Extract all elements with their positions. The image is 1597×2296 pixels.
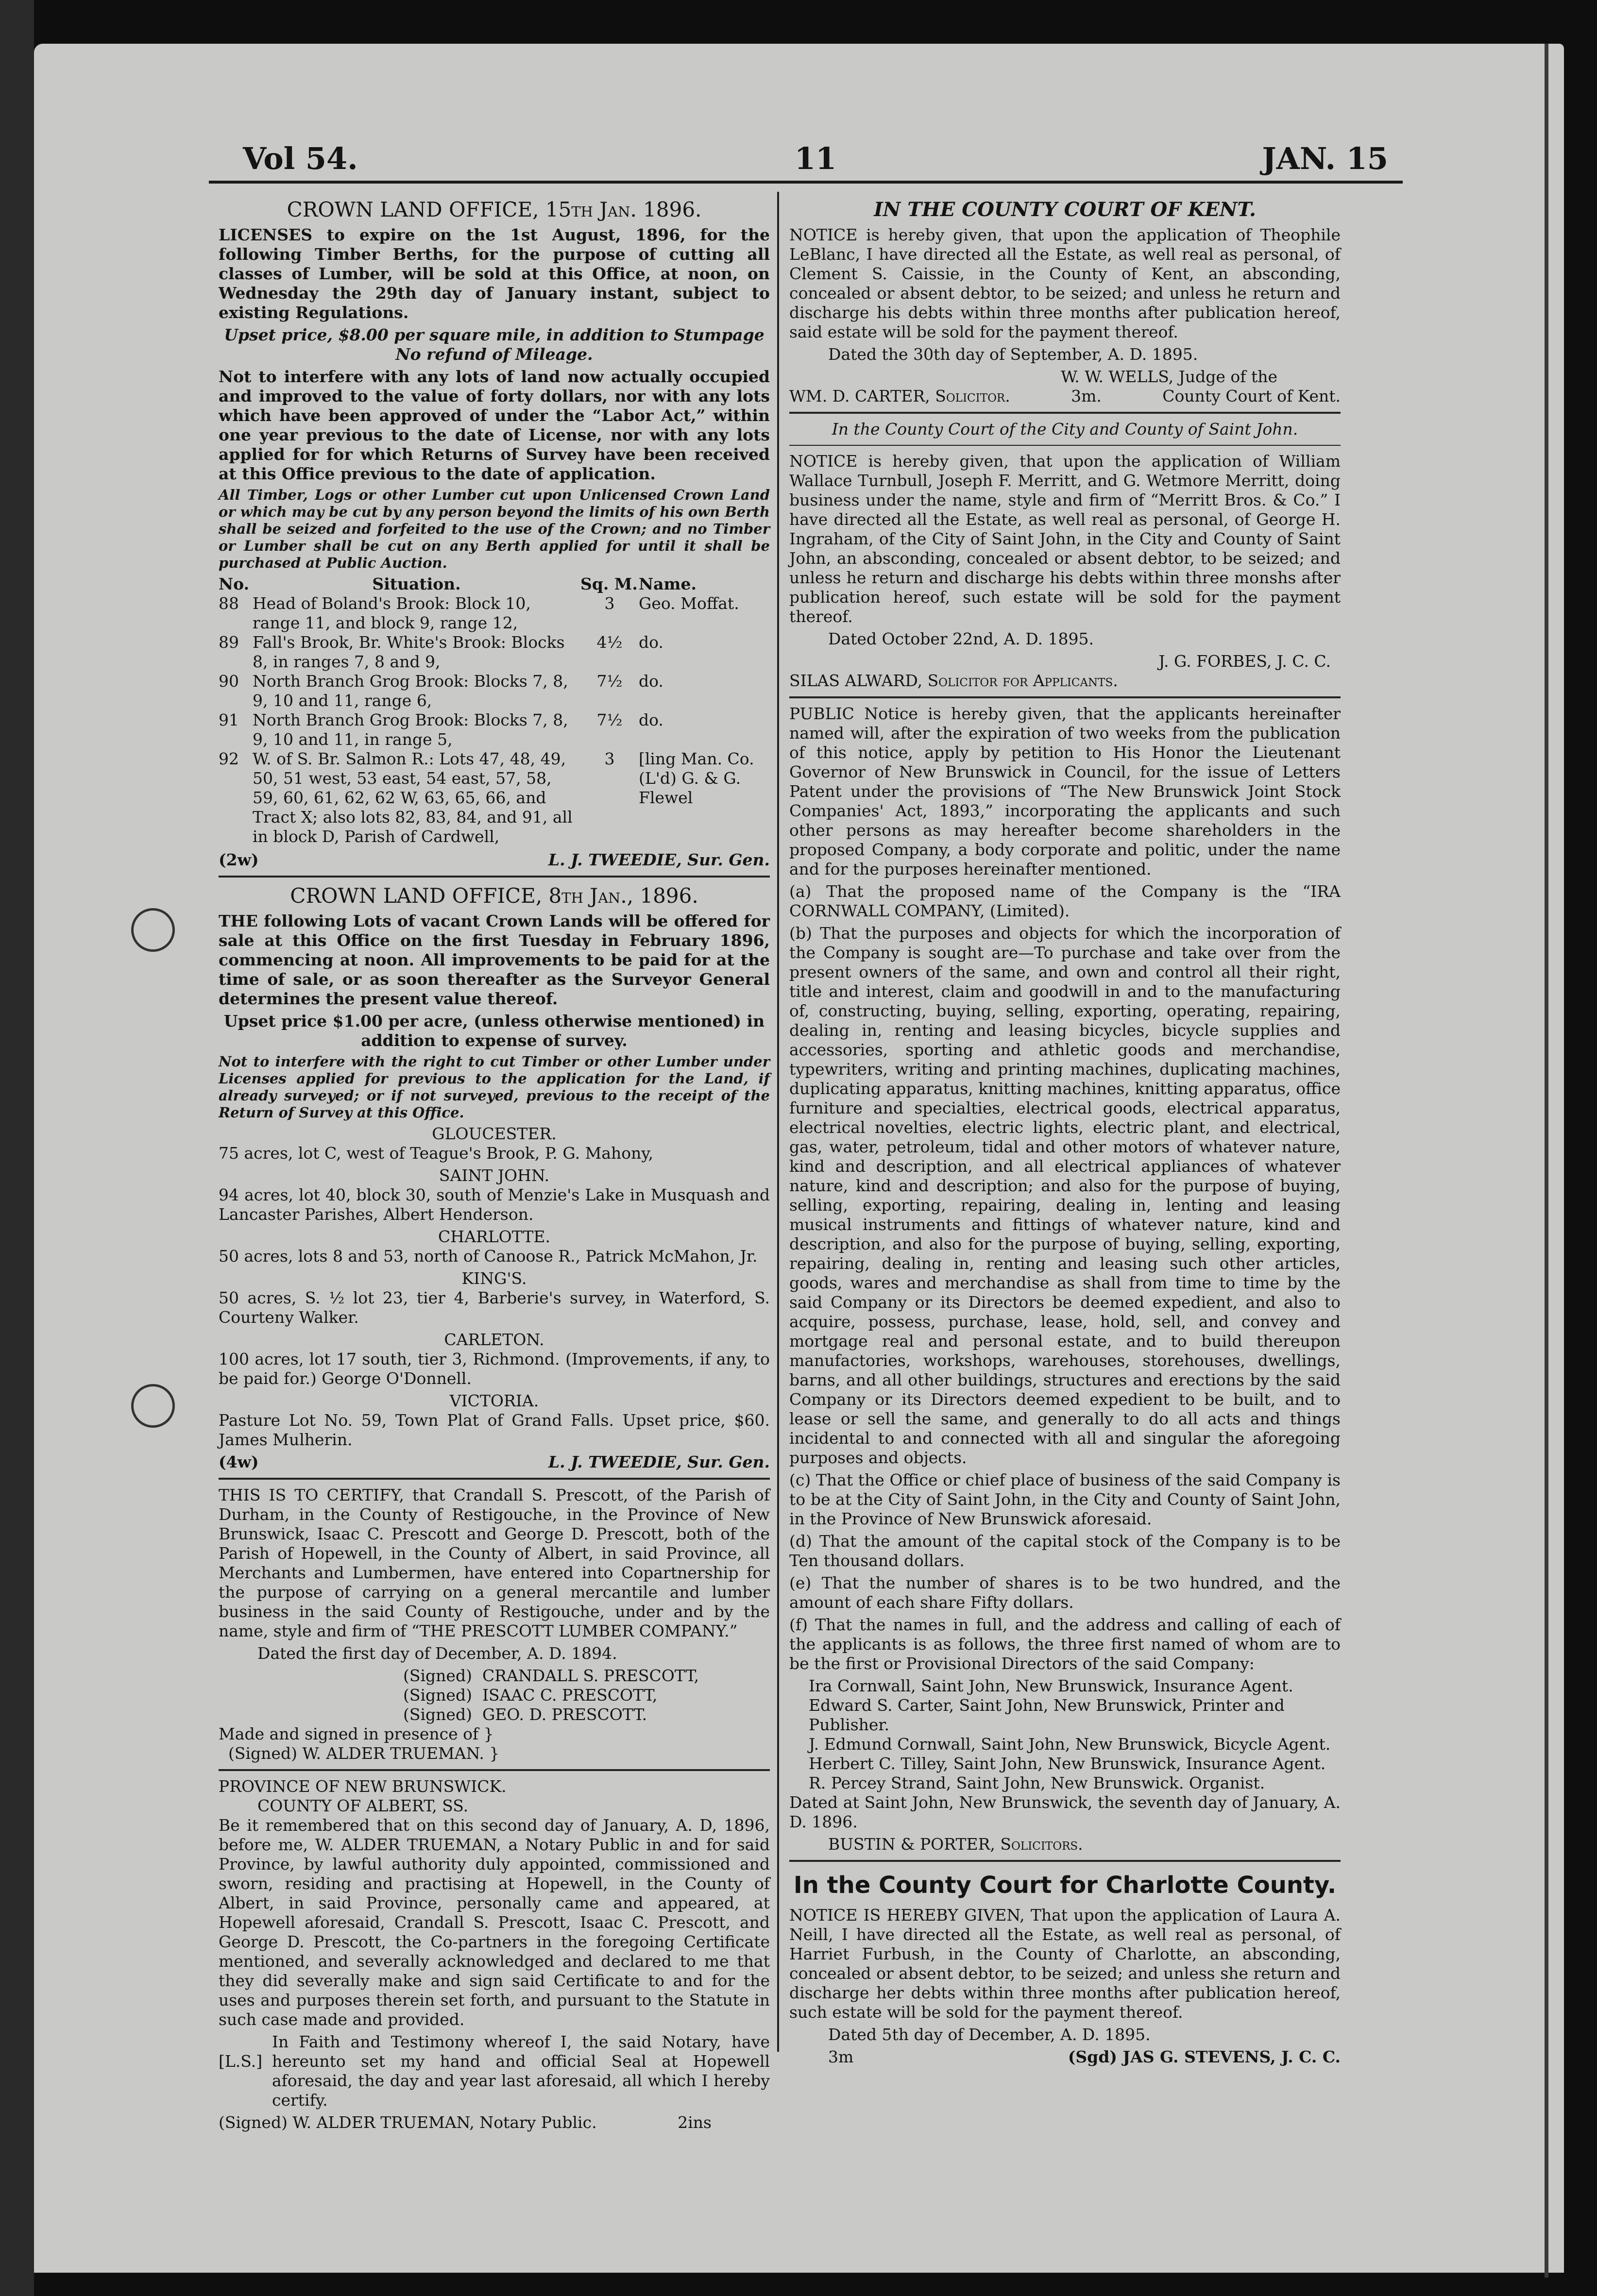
section-divider <box>219 1478 770 1480</box>
row-name: do. <box>639 672 663 691</box>
surveyor-signature: L. J. TWEEDIE, Sur. Gen. <box>548 1452 770 1471</box>
row-situation: Head of Boland's Brook: Block 10, range 11, and block 9, range 12, <box>253 594 531 632</box>
list-item: R. Percey Strand, Saint John, New Brunswick. Organist. <box>809 1773 1265 1792</box>
public-notice-intro: PUBLIC Notice is hereby given, that the applicants hereinafter named will, after the expiration of two weeks from the publication of this notice, apply by petition to His Honor the Lieutenant Governor of New Brunswick in Council, for the issue of Letters Patent under the provisions of “The New Brunswick Joint Stock Companies' Act, 1893,” incorporating the applicants and such other persons as may hereafter become shareholders in the proposed Company, a body corporate and politic, under the name and for the purposes hereinafter mentioned. <box>789 704 1341 878</box>
section-divider <box>789 696 1341 698</box>
kent-notice: NOTICE is hereby given, that upon the application of Theophile LeBlanc, I have directed all the Estate, as well real as personal, of Clement S. Caissie, in the County of Kent, an absconding, concealed or absent debtor, to be seized; and unless he return and discharge his debts within three months after publication hereof, said estate will be sold for the payment thereof. <box>789 225 1341 341</box>
signature-line <box>219 850 770 870</box>
timber-berths-table <box>219 574 770 846</box>
county-section <box>219 1124 770 1163</box>
applicants-list <box>789 1676 1341 1793</box>
signed-label: (Signed) <box>403 1705 472 1724</box>
section-divider <box>219 1769 770 1771</box>
signer-name: GEO. D. PRESCOTT. <box>482 1705 647 1724</box>
county-section <box>219 1166 770 1224</box>
row-name: Geo. Moffat. <box>639 594 739 613</box>
witness-signature: (Signed) W. ALDER TRUEMAN. } <box>228 1744 500 1763</box>
row-name: do. <box>639 710 663 729</box>
section-divider <box>789 445 1341 446</box>
row-sqm: 4½ <box>596 633 623 652</box>
crown-lands-intro: THE following Lots of vacant Crown Lands will be offered for sale at this Office on the first Tuesday in February 1896, commencing at noon. All improvements to be paid for at the time of sale, or as soon thereafter as the Surveyor General determines the present value thereof. <box>219 912 770 1008</box>
insertion-tag: (4w) <box>219 1452 259 1471</box>
county-heading: KING'S. <box>461 1269 527 1288</box>
saint-john-court-title: In the County Court of the City and County of Saint John. <box>832 420 1298 439</box>
lot-entry: 50 acres, lots 8 and 53, north of Canoose R., Patrick McMahon, Jr. <box>219 1247 758 1266</box>
signed-label: (Signed) <box>403 1686 472 1705</box>
certify-dated: Dated the first day of December, A. D. 1894. <box>257 1644 617 1663</box>
saint-john-judge: J. G. FORBES, J. C. C. <box>1158 652 1331 671</box>
public-solicitors: BUSTIN & PORTER, Solicitors. <box>828 1835 1083 1854</box>
signer-name: CRANDALL S. PRESCOTT, <box>482 1666 699 1685</box>
charlotte-notice: NOTICE IS HEREBY GIVEN, That upon the application of Laura A. Neill, I have directed all the Estate, as well real as personal, of Harriet Furbush, in the County of Charlotte, an absconding, concealed or absent debtor, to be seized; and unless she return and discharge her debts within three months after publication hereof, such estate will be sold for the payment thereof. <box>789 1906 1341 2022</box>
upset-price: Upset price, $8.00 per square mile, in addition to Stumpage No refund of Mileage. <box>224 325 765 364</box>
clause-c: (c) That the Office or chief place of business of the said Company is to be at the City of Saint John, in the City and County of Saint John, in the Province of New Brunswick aforesaid. <box>789 1470 1341 1528</box>
public-dated: Dated at Saint John, New Brunswick, the seventh day of January, A. D. 1896. <box>789 1793 1341 1831</box>
testimony-text: In Faith and Testimony whereof I, the said Notary, have hereunto set my hand and official Seal at Hopewell aforesaid, the day and year last aforesaid, all which I hereby certify. <box>272 2032 770 2110</box>
notary-signature-line <box>219 2113 770 2132</box>
table-row <box>219 672 770 710</box>
row-name: [ling Man. Co.(L'd) G. & G. Flewel <box>639 749 754 807</box>
charlotte-dated: Dated 5th day of December, A. D. 1895. <box>828 2025 1151 2044</box>
county-heading: SAINT JOHN. <box>439 1166 550 1185</box>
list-item: Herbert C. Tilley, Saint John, New Brunswick, Insurance Agent. <box>809 1754 1326 1773</box>
lot-entry: 75 acres, lot C, west of Teague's Brook, P. G. Mahony, <box>219 1144 654 1163</box>
signers-list <box>219 1666 770 1724</box>
col-name: Name. <box>639 574 697 593</box>
county-section <box>219 1227 770 1266</box>
punch-hole <box>131 908 175 952</box>
table-row <box>219 594 770 633</box>
right-column <box>789 194 1341 2067</box>
timber-warning: All Timber, Logs or other Lumber cut upon Unlicensed Crown Land or which may be cut by any person beyond the limits of his own Berth shall be seized and forfeited to the use of the Crown; and no Timber or Lumber shall be cut on any Berth applied for until it shall be purchased at Public Auction. <box>219 487 770 571</box>
kent-term: 3m. <box>1071 387 1102 405</box>
issue-date: JAN. 15 <box>1262 141 1388 176</box>
col-situation: Situation. <box>372 574 461 593</box>
charlotte-court-title: In the County Court for Charlotte County. <box>793 1872 1337 1899</box>
signer-row <box>403 1705 770 1724</box>
col-no: No. <box>219 574 250 593</box>
kent-court: County Court of Kent. <box>1162 387 1341 405</box>
table-row <box>219 633 770 672</box>
charlotte-term: 3m <box>828 2047 854 2066</box>
row-no: 88 <box>219 594 239 613</box>
row-no: 90 <box>219 672 239 691</box>
crown-office-heading: CROWN LAND OFFICE, 15th Jan. 1896. <box>287 198 702 221</box>
row-situation: North Branch Grog Brook: Blocks 7, 8, 9, 10 and 11, range 6, <box>253 672 568 710</box>
table-row <box>219 749 770 846</box>
saint-john-notice: NOTICE is hereby given, that upon the application of William Wallace Turnbull, Joseph F. Merritt, and G. Wetmore Merritt, doing business under the name, style and firm of “Merritt Bros. & Co.” I have directed all the Estate, as well real as personal, of George H. Ingraham, of the City of Saint John, in the City and County of Saint John, an absconding, concealed or absent debtor, to be seized; and unless he return and discharge his debts within three monshs after publication hereof, such estate will be sold for the payment thereof. <box>789 452 1341 626</box>
charlotte-judge: (Sgd) JAS G. STEVENS, J. C. C. <box>1068 2047 1341 2066</box>
punch-hole <box>131 1384 175 1428</box>
saint-john-solicitor: SILAS ALWARD, Solicitor for Applicants. <box>789 671 1118 690</box>
lot-entry: 100 acres, lot 17 south, tier 3, Richmond. (Improvements, if any, to be paid for.) George O'Donnell. <box>219 1350 770 1388</box>
signed-label: (Signed) <box>403 1666 472 1685</box>
column-rule <box>777 192 779 2052</box>
row-no: 92 <box>219 749 239 768</box>
county-section <box>219 1391 770 1450</box>
crown-office-heading-2: CROWN LAND OFFICE, 8th Jan., 1896. <box>290 884 698 908</box>
row-no: 89 <box>219 633 239 652</box>
kent-dated: Dated the 30th day of September, A. D. 1895. <box>828 345 1198 364</box>
lot-entry: Pasture Lot No. 59, Town Plat of Grand Falls. Upset price, $60. James Mulherin. <box>219 1411 770 1449</box>
interfere-note: Not to interfere with the right to cut Timber or other Lumber under Licenses applied for previous to the application for the Land, if already surveyed; or if not surveyed, previous to the receipt of the Return of Survey at this Office. <box>219 1053 770 1121</box>
kent-signature-line <box>789 387 1341 406</box>
province-heading: PROVINCE OF NEW BRUNSWICK. <box>219 1777 507 1796</box>
row-sqm: 7½ <box>596 672 623 691</box>
section-divider <box>789 412 1341 414</box>
list-item: Ira Cornwall, Saint John, New Brunswick, Insurance Agent. <box>809 1676 1293 1695</box>
county-heading: VICTORIA. <box>449 1391 539 1410</box>
kent-judge: W. W. WELLS, Judge of the <box>1061 367 1277 386</box>
binding-gutter <box>0 0 34 2296</box>
clause-b: (b) That the purposes and objects for which the incorporation of the Company is sought are—To purchase and take over from the present owners of the same, and own and control all their right, title and interest, claim and goodwill in and to the manufacturing of, constructing, buying, selling, exporting, operating, repairing, dealing in, renting and leasing bicycles, bicycle supplies and accessories, sporting and athletic goods and merchandise, typewriters, writing and printing machines, duplicating machines, duplicating apparatus, knitting machines, knitting apparatus, office furniture and specialties, electrical goods, electrical apparatus, electrical novelties, electric lights, electric plant, and electrical, gas, water, petroleum, tidal and other motors of whatever nature, kind and description, and all electrical appliances of whatever nature, kind and description; and also for the purpose of buying, selling, exporting, repairing, dealing in, lenting and leasing musical instruments and fittings of whatever nature, kind and description, and also for the purpose of buying, selling, exporting, repairing, dealing in, renting and leasing such other articles, goods, wares and merchandise as shall from time to time by the said Company or its Directors be deemed expedient, and also to acquire, possess, purchase, lease, hold, sell, and convey and mortgage real and personal estate, and to build thereupon manufactories, workshops, warehouses, storehouses, dwellings, barns, and all other buildings, structures and erections by the said Company or its Directors deemed expedient to be built, and to lease or sell the same, and generally to do all acts and things incidental to and connected with all and singular the aforegoing purposes and objects. <box>789 924 1341 1467</box>
surveyor-signature: L. J. TWEEDIE, Sur. Gen. <box>548 850 770 869</box>
clause-a: (a) That the proposed name of the Company is the “IRA CORNWALL COMPANY, (Limited). <box>789 882 1341 920</box>
clause-d: (d) That the amount of the capital stock of the Company is to be Ten thousand dollars. <box>789 1532 1341 1570</box>
license-intro: LICENSES to expire on the 1st August, 1896, for the following Timber Berths, for the purpose of cutting all classes of Lumber, will be sold at this Office, at noon, on Wednesday the 29th day of January instant, subject to existing Regulations. <box>219 225 770 322</box>
testimony-block <box>219 2032 770 2113</box>
notary-signature: (Signed) W. ALDER TRUEMAN, Notary Public. <box>219 2113 597 2132</box>
row-sqm: 7½ <box>596 710 623 729</box>
certify-text: THIS IS TO CERTIFY, that Crandall S. Prescott, of the Parish of Durham, in the County of Restigouche, in the Province of New Brunswick, Isaac C. Prescott and George D. Prescott, both of the Parish of Hopewell, in the County of Albert, in said Province, all Merchants and Lumbermen, have entered into Copartnership for the purpose of carrying on a general mercantile and lumber business in the said County of Restigouche, under and by the name, style and firm of “THE PRESCOTT LUMBER COMPANY.” <box>219 1486 770 1640</box>
clause-f: (f) That the names in full, and the address and calling of each of the applicants is as follows, the three first named of whom are to be the first or Provisional Directors of the said Company: <box>789 1615 1341 1673</box>
interfere-notice: Not to interfere with any lots of land now actually occupied and improved to the value of forty dollars, nor with any lots which have been approved of under the “Labor Act,” within one year previous to the date of License, nor with any lots applied for for which Returns of Survey have been received at this Office previous to the date of application. <box>219 367 770 483</box>
section-divider <box>219 876 770 878</box>
saint-john-dated: Dated October 22nd, A. D. 1895. <box>828 629 1094 648</box>
col-sqm: Sq. M. <box>580 574 638 593</box>
row-situation: North Branch Grog Brook: Blocks 7, 8, 9, 10 and 11, in range 5, <box>253 710 568 749</box>
list-item: J. Edmund Cornwall, Saint John, New Brunswick, Bicycle Agent. <box>809 1735 1331 1754</box>
row-sqm: 3 <box>604 749 615 768</box>
county-heading: CARLETON. <box>444 1330 544 1349</box>
signer-name: ISAAC C. PRESCOTT, <box>482 1686 658 1705</box>
county-heading: CHARLOTTE. <box>438 1227 550 1246</box>
signer-row <box>403 1666 770 1686</box>
county-section <box>219 1269 770 1327</box>
list-item: Edward S. Carter, Saint John, New Brunswick, Printer and Publisher. <box>809 1696 1285 1734</box>
volume-label: Vol 54. <box>243 141 358 176</box>
notary-body: Be it remembered that on this second day of January, A. D, 1896, before me, W. ALDER TRUEMAN, a Notary Public in and for said Province, by lawful authority duly appointed, commissioned and sworn, residing and practising at Hopewell, in the County of Albert, in said Province, personally came and appeared, at Hopewell aforesaid, Crandall S. Prescott, Isaac C. Prescott, and George D. Prescott, the Co-partners in the foregoing Certificate mentioned, and severally acknowledged and declared to me that they did severally make and sign said Certificate to and for the uses and purposes therein set forth, and pursuant to the Statute in such case made and provided. <box>219 1816 770 2029</box>
county-heading: GLOUCESTER. <box>432 1124 557 1143</box>
upset-price-2: Upset price $1.00 per acre, (unless otherwise mentioned) in addition to expense of survey. <box>223 1012 765 1050</box>
row-name: do. <box>639 633 663 652</box>
insertion-tag: 2ins <box>678 2113 712 2132</box>
section-divider <box>789 1860 1341 1862</box>
clause-e: (e) That the number of shares is to be two hundred, and the amount of each share Fifty dollars. <box>789 1573 1341 1612</box>
page-edge <box>1545 44 1548 2278</box>
lot-entry: 94 acres, lot 40, block 30, south of Menzie's Lake in Musquash and Lancaster Parishes, Albert Henderson. <box>219 1185 770 1224</box>
table-row <box>219 710 770 749</box>
row-situation: Fall's Brook, Br. White's Brook: Blocks 8, in ranges 7, 8 and 9, <box>253 633 565 671</box>
left-column <box>219 194 770 2132</box>
signer-row <box>403 1686 770 1705</box>
witness-line: Made and signed in presence of } <box>219 1724 494 1743</box>
row-no: 91 <box>219 710 239 729</box>
charlotte-signature-line <box>789 2047 1341 2067</box>
page-header <box>243 141 1388 199</box>
county-of-albert: COUNTY OF ALBERT, SS. <box>257 1796 469 1815</box>
kent-solicitor: WM. D. CARTER, Solicitor. <box>789 387 1010 405</box>
seal-mark: [L.S.] <box>219 2052 263 2071</box>
lot-entry: 50 acres, S. ½ lot 23, tier 4, Barberie's survey, in Waterford, S. Courteny Walker. <box>219 1288 770 1327</box>
signature-line <box>219 1452 770 1472</box>
page-number: 11 <box>794 141 837 176</box>
insertion-tag: (2w) <box>219 850 259 869</box>
row-situation: W. of S. Br. Salmon R.: Lots 47, 48, 49, 50, 51 west, 53 east, 54 east, 57, 58, 59, 60, 61, 62, 62 W, 63, 65, 66, and Tract X; also lots 82, 83, 84, and 91, all in block D, Parish of Cardwell, <box>253 749 573 846</box>
row-sqm: 3 <box>604 594 615 613</box>
county-section <box>219 1330 770 1388</box>
header-rule <box>209 181 1403 184</box>
kent-court-title: IN THE COUNTY COURT OF KENT. <box>874 198 1256 221</box>
